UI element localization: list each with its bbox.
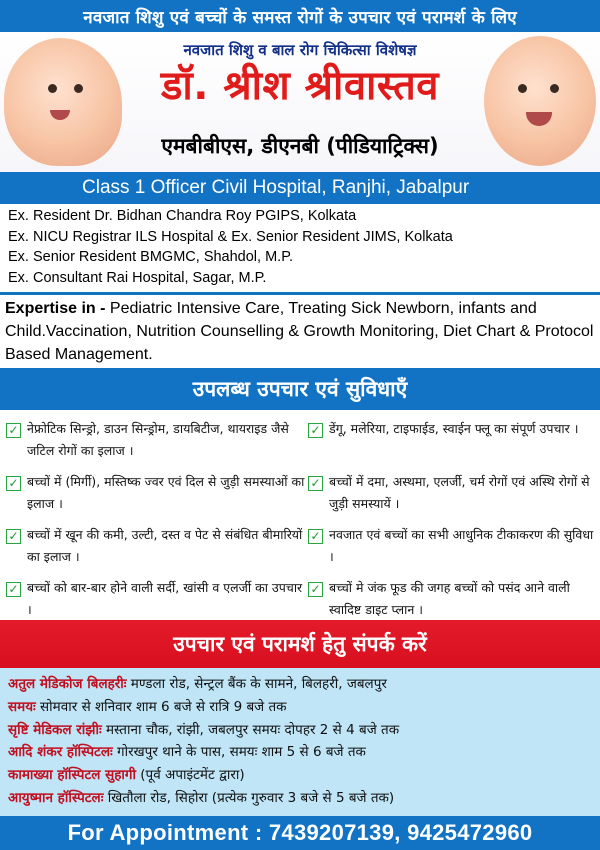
contact-text: खितौला रोड, सिहोरा (प्रत्येक गुरुवार 3 बजे से 5 बजे तक) (103, 789, 395, 806)
contact-text: (पूर्व अपाइंटमेंट द्वारा) (135, 767, 245, 784)
contact-row (8, 741, 594, 764)
contact-label: आदि शंकर हॉस्पिटलः (8, 744, 113, 761)
contacts-section (0, 668, 600, 816)
expertise-text: Pediatric Intensive Care, Treating Sick Newborn, infants and Child.Vaccination, Nutrition Counselling & Growth Monitoring, Diet Chart & Protocol Based Management. (5, 300, 594, 363)
position-band: Class 1 Officer Civil Hospital, Ranjhi, Jabalpur (0, 172, 600, 204)
service-text: नवजात एवं बच्चों का सभी आधुनिक टीकाकरण की सुविधा । (329, 527, 594, 564)
contact-row (8, 719, 594, 742)
contact-row (8, 673, 594, 696)
service-text: बच्चों में दमा, अस्थमा, एलर्जी, चर्म रोगों एवं अस्थि रोगों से जुड़ी समस्यायें । (329, 474, 590, 511)
service-item (6, 577, 306, 621)
baby-photo-right (484, 36, 596, 166)
service-text: बच्चों को बार-बार होने वाली सर्दी, खांसी व एलर्जी का उपचार । (27, 580, 303, 617)
service-text: बच्चों में (मिर्गी), मस्तिष्क ज्वर एवं दिल से जुड़ी समस्याओं का इलाज । (27, 474, 305, 511)
experience-item: Ex. Resident Dr. Bidhan Chandra Roy PGIPS, Kolkata (8, 208, 357, 224)
contact-label: समयः (8, 698, 36, 715)
service-item (308, 471, 596, 515)
checkbox-icon: ✓ (6, 423, 21, 438)
top-banner: नवजात शिशु एवं बच्चों के समस्त रोगों के उपचार एवं परामर्श के लिए (0, 0, 600, 32)
services-grid (0, 410, 600, 619)
checkbox-icon: ✓ (308, 529, 323, 544)
contact-row (8, 764, 594, 787)
header (0, 32, 600, 172)
service-text: बच्चों मे जंक फूड की जगह बच्चों को पसंद आने वाली स्वादिष्ट डाइट प्लान । (329, 580, 570, 617)
services-heading: उपलब्ध उपचार एवं सुविधाएँ (0, 368, 600, 410)
checkbox-icon: ✓ (308, 476, 323, 491)
service-item (6, 471, 306, 515)
doctor-name: डॉ. श्रीश श्रीवास्तव (160, 63, 440, 109)
checkbox-icon: ✓ (6, 476, 21, 491)
contact-heading: उपचार एवं परामर्श हेतु संपर्क करें (0, 620, 600, 668)
contact-text: मण्डला रोड, सेन्ट्रल बैंक के सामने, बिलहरी, जबलपुर (126, 676, 387, 692)
service-text: नेफ्रोटिक सिन्ड्रो, डाउन सिन्ड्रोम, डायबिटीज, थायराइड जैसे जटिल रोगों का इलाज । (27, 421, 289, 458)
checkbox-icon: ✓ (308, 582, 323, 597)
service-item (6, 524, 306, 568)
doctor-degrees: एमबीबीएस, डीएनबी (पीडियाट्रिक्स) (161, 134, 439, 158)
contact-label: कामाख्या हॉस्पिटल सुहागी (8, 767, 136, 784)
service-text: बच्चों में खून की कमी, उल्टी, दस्त व पेट से संबंधित बीमारियों का इलाज । (27, 527, 303, 564)
checkbox-icon: ✓ (308, 423, 323, 438)
contact-label: अतुल मेडिकोज बिलहरीः (8, 676, 127, 692)
contact-row (8, 696, 594, 719)
contact-label: आयुष्मान हॉस्पिटलः (8, 789, 104, 806)
baby-photo-left (4, 38, 122, 166)
service-item (6, 418, 306, 462)
service-item (308, 418, 596, 462)
contact-text: सोमवार से शनिवार शाम 6 बजे से रात्रि 9 बजे तक (35, 698, 287, 715)
experience-item: Ex. Consultant Rai Hospital, Sagar, M.P. (8, 269, 267, 286)
service-item (308, 524, 596, 568)
experience-item: Ex. NICU Registrar ILS Hospital & Ex. Senior Resident JIMS, Kolkata (8, 228, 453, 245)
service-text: डेंगू, मलेरिया, टाइफाईड, स्वाईन फ्लू का संपूर्ण उपचार । (329, 421, 579, 436)
specialist-subtitle: नवजात शिशु व बाल रोग चिकित्सा विशेषज्ञ (183, 41, 417, 59)
experience-item: Ex. Senior Resident BMGMC, Shahdol, M.P. (8, 249, 294, 265)
checkbox-icon: ✓ (6, 529, 21, 544)
contact-row (8, 787, 594, 810)
expertise-section (0, 294, 600, 368)
expertise-label: Expertise in - (5, 300, 110, 317)
contact-text: मस्ताना चौक, रांझी, जबलपुर समयः दोपहर 2 से 4 बजे तक (101, 721, 400, 738)
contact-text: गोरखपुर थाने के पास, समयः शाम 5 से 6 बजे तक (112, 744, 366, 761)
contact-label: सृष्टि मेडिकल रांझीः (8, 721, 102, 738)
experience-list (0, 205, 600, 291)
checkbox-icon: ✓ (6, 582, 21, 597)
appointment-footer: For Appointment : 7439207139, 9425472960 (0, 816, 600, 850)
service-item (308, 577, 596, 621)
